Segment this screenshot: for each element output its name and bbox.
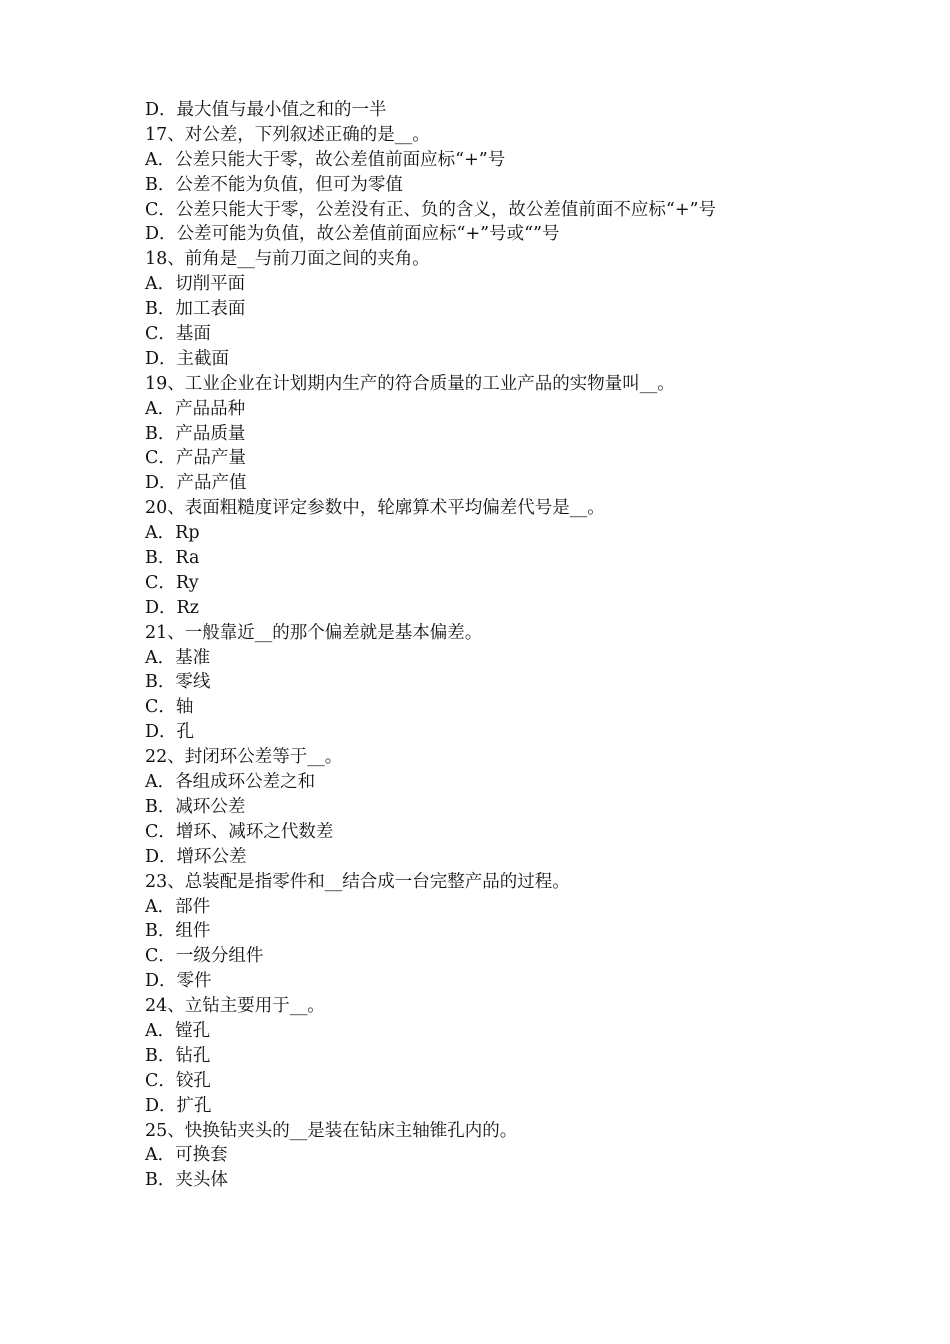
option-line: C．基面 bbox=[145, 324, 211, 345]
option-line: A．部件 bbox=[145, 896, 211, 917]
option-line: D．最大值与最小值之和的一半 bbox=[145, 100, 387, 120]
option-line: B．公差不能为负值，但可为零值 bbox=[145, 174, 403, 195]
question-line: 24、立钻主要用于__。 bbox=[145, 996, 325, 1017]
option-line: C．铰孔 bbox=[145, 1070, 211, 1091]
question-line: 19、工业企业在计划期内生产的符合质量的工业产品的实物量叫__。 bbox=[145, 373, 675, 394]
option-line: D．增环公差 bbox=[145, 846, 247, 867]
option-line: B．夹头体 bbox=[145, 1170, 228, 1191]
option-line: D．扩孔 bbox=[145, 1095, 212, 1116]
option-line: D．零件 bbox=[145, 971, 212, 992]
option-line: A．镗孔 bbox=[145, 1020, 211, 1041]
question-line: 22、封闭环公差等于__。 bbox=[145, 747, 343, 768]
option-line: C．公差只能大于零，公差没有正、负的含义，故公差值前面不应标“+”号 bbox=[145, 199, 716, 220]
question-line: 17、对公差，下列叙述正确的是__。 bbox=[145, 124, 430, 145]
option-line: A．公差只能大于零，故公差值前面应标“+”号 bbox=[145, 149, 506, 170]
question-line: 21、一般靠近__的那个偏差就是基本偏差。 bbox=[145, 622, 483, 643]
question-line: 23、总装配是指零件和__结合成一台完整产品的过程。 bbox=[145, 871, 570, 892]
option-line: D．公差可能为负值，故公差值前面应标“+”号或“”号 bbox=[145, 224, 560, 245]
option-line: A．Rp bbox=[145, 523, 200, 544]
option-line: D．Rz bbox=[145, 597, 199, 618]
option-line: C．轴 bbox=[145, 697, 194, 718]
document-body bbox=[145, 98, 845, 1193]
option-line: D．主截面 bbox=[145, 348, 230, 369]
option-line: B．组件 bbox=[145, 921, 211, 942]
option-line: A．可换套 bbox=[145, 1145, 228, 1166]
question-line: 25、快换钻夹头的__是装在钻床主轴锥孔内的。 bbox=[145, 1120, 518, 1141]
option-line: C．Ry bbox=[145, 572, 199, 593]
option-line: B．产品质量 bbox=[145, 423, 246, 444]
question-line: 18、前角是__与前刀面之间的夹角。 bbox=[145, 249, 430, 270]
option-line: C．增环、减环之代数差 bbox=[145, 821, 334, 842]
option-line: A．各组成环公差之和 bbox=[145, 772, 316, 793]
option-line: A．切削平面 bbox=[145, 274, 246, 295]
option-line: B．钻孔 bbox=[145, 1045, 211, 1066]
option-line: D．产品产值 bbox=[145, 473, 247, 494]
question-line: 20、表面粗糙度评定参数中，轮廓算术平均偏差代号是__。 bbox=[145, 498, 605, 519]
option-line: A．基准 bbox=[145, 647, 211, 668]
option-line: B．零线 bbox=[145, 672, 211, 693]
option-line: B．Ra bbox=[145, 548, 200, 569]
option-line: C．一级分组件 bbox=[145, 946, 264, 967]
option-line: B．减环公差 bbox=[145, 796, 246, 817]
option-line: D．孔 bbox=[145, 722, 195, 743]
option-line: B．加工表面 bbox=[145, 299, 246, 320]
option-line: A．产品品种 bbox=[145, 398, 246, 419]
option-line: C．产品产量 bbox=[145, 448, 246, 469]
